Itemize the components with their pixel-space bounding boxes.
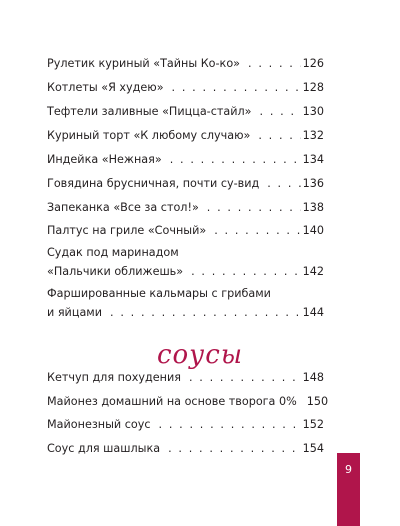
toc-entry-title: Соус для шашлыка <box>47 442 161 455</box>
toc-entry-page: 150 <box>306 395 329 408</box>
toc-entry-title: Палтус на гриле «Сочный» <box>47 224 207 237</box>
toc-entry-page: 136 <box>302 177 324 190</box>
leader-dots <box>248 54 301 73</box>
toc-entry[interactable] <box>47 78 324 97</box>
toc-entry-title: Рулетик куриный «Тайны Ко-ко» <box>47 57 241 70</box>
leader-dots <box>170 150 301 169</box>
toc-entry[interactable] <box>47 174 324 193</box>
toc-entry[interactable] <box>47 221 324 240</box>
toc-entry[interactable] <box>47 284 324 322</box>
toc-entry-page: 132 <box>302 129 324 142</box>
toc-entry[interactable] <box>47 150 324 169</box>
toc-entry-page: 144 <box>302 306 324 319</box>
toc-entry-page: 130 <box>302 105 324 118</box>
page-number: 9 <box>345 463 352 476</box>
toc-entry[interactable] <box>47 126 324 145</box>
toc-entry-page: 126 <box>302 57 324 70</box>
toc-entry-title: «Пальчики оближешь» <box>47 265 184 278</box>
toc-entry[interactable] <box>47 415 324 434</box>
toc-entry-title: Майонезный соус <box>47 418 151 431</box>
toc-entry-title: Кетчуп для похудения <box>47 371 181 384</box>
leader-dots <box>267 174 300 193</box>
toc-entry-page: 128 <box>302 81 324 94</box>
section-title-sauces: соусы <box>156 340 244 370</box>
toc-entry-page: 134 <box>302 153 324 166</box>
toc-entry-page: 148 <box>302 371 324 384</box>
toc-entry-page: 138 <box>302 201 324 214</box>
toc-entry-title: Майонез домашний на основе творога 0% <box>47 395 297 408</box>
leader-dots <box>214 221 300 240</box>
toc-entry-page: 152 <box>302 418 324 431</box>
toc-entry[interactable] <box>47 392 329 411</box>
toc-entry-title-line1: Фаршированные кальмары с грибами <box>47 287 271 300</box>
toc-entry-page: 142 <box>302 265 324 278</box>
toc-entry[interactable] <box>47 439 324 458</box>
leader-dots <box>168 439 301 458</box>
toc-entry[interactable] <box>47 54 324 73</box>
toc-entry-title: Тефтели заливные «Пицца-стайл» <box>47 105 252 118</box>
leader-dots <box>189 368 301 387</box>
leader-dots <box>172 78 301 97</box>
leader-dots <box>191 262 301 281</box>
toc-entry[interactable] <box>47 243 324 281</box>
toc-entry-page: 154 <box>302 442 324 455</box>
page-number-tab <box>337 453 360 526</box>
toc-entry-title: Котлеты «Я худею» <box>47 81 164 94</box>
leader-dots <box>159 415 301 434</box>
toc-entry-title-line1: Судак под маринадом <box>47 246 179 259</box>
toc-entry[interactable] <box>47 198 324 217</box>
toc-entry[interactable] <box>47 368 324 387</box>
toc-entry-title: Говядина брусничная, почти су-вид <box>47 177 260 190</box>
toc-entry-title: и яйцами <box>47 306 103 319</box>
toc-entry-title: Куриный торт «К любому случаю» <box>47 129 251 142</box>
leader-dots <box>110 303 301 322</box>
toc-entry-title: Индейка «Нежная» <box>47 153 162 166</box>
leader-dots <box>260 102 301 121</box>
toc-entry-page: 140 <box>302 224 324 237</box>
toc-entry[interactable] <box>47 102 324 121</box>
leader-dots <box>207 198 301 217</box>
leader-dots <box>258 126 300 145</box>
toc-entry-title: Запеканка «Все за стол!» <box>47 201 199 214</box>
